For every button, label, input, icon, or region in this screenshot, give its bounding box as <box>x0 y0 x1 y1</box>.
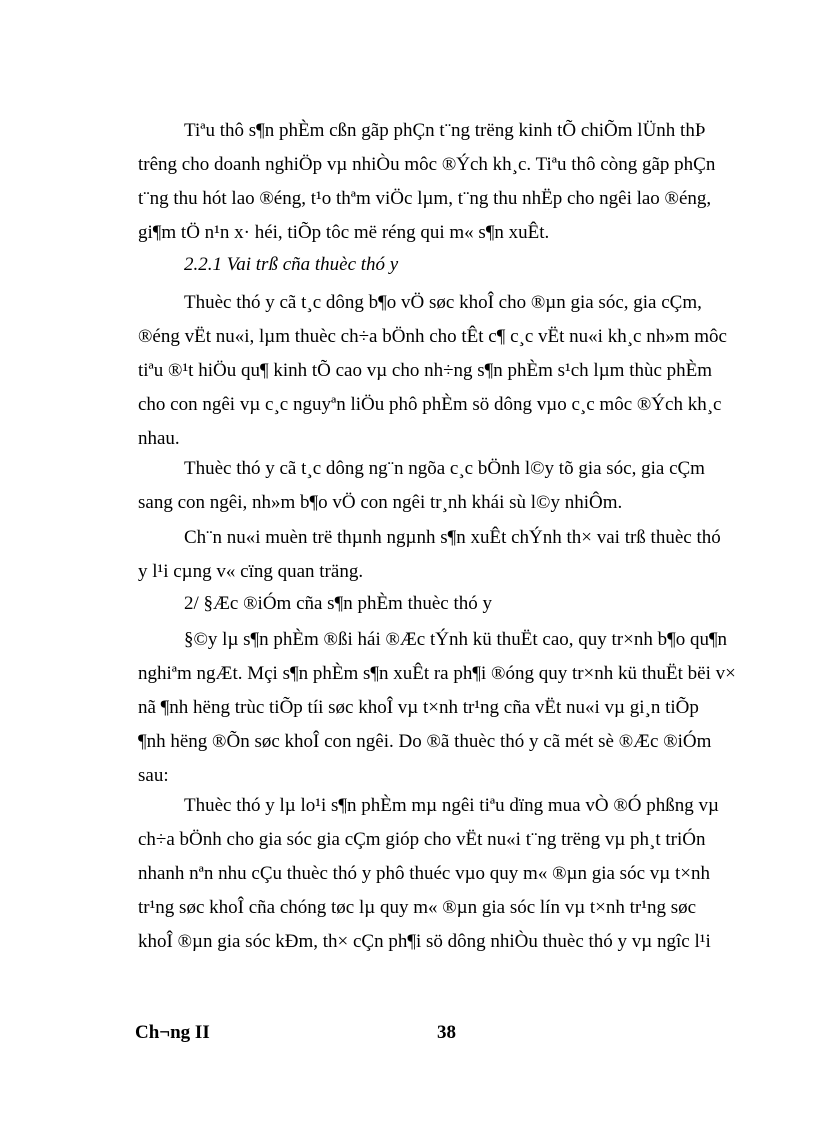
text-line: Thuèc thó y cã t¸c dông ng¨n ngõa c¸c bÖnh l©y tõ gia sóc, gia cÇm <box>184 458 705 479</box>
text-line: ch÷a bÖnh cho gia sóc gia cÇm gióp cho vËt nu«i t¨ng trëng vµ ph¸t triÓn <box>138 829 706 850</box>
text-line: ®éng vËt nu«i, lµm thuèc ch÷a bÖnh cho tÊt c¶ c¸c vËt nu«i kh¸c nh»m môc <box>138 326 727 347</box>
text-line: cho con ngêi vµ c¸c nguyªn liÖu phô phÈm sö dông vµo c¸c môc ®Ých kh¸c <box>138 394 722 415</box>
paragraph-intro <box>138 114 738 250</box>
text-line: nhanh nªn nhu cÇu thuèc thó y phô thuéc vµo quy m« ®µn gia sóc vµ t×nh <box>138 863 710 884</box>
text-line: §©y lµ s¶n phÈm ®ßi hái ®Æc tÝnh kü thuËt cao, quy tr×nh b¶o qu¶n <box>184 629 728 650</box>
paragraph-features-1 <box>138 623 738 793</box>
text-line: ¶nh hëng ®Õn søc khoÎ con ngêi. Do ®ã thuèc thó y cã mét sè ®Æc ®iÓm <box>138 731 712 752</box>
text-line: Ch¨n nu«i muèn trë thµnh ngµnh s¶n xuÊt chÝnh th× vai trß thuèc thó <box>184 527 721 548</box>
section-heading-role: 2.2.1 Vai trß cña thuèc thó y <box>184 254 399 275</box>
text-line: t¨ng thu hót lao ®éng, t¹o thªm viÖc lµm, t¨ng thu nhËp cho ngêi lao ®éng, <box>138 188 712 209</box>
paragraph-role-2 <box>138 452 738 520</box>
paragraph-role-1 <box>138 286 738 456</box>
text-line: trêng cho doanh nghiÖp vµ nhiÒu môc ®Ých kh¸c. Tiªu thô còng gãp phÇn <box>138 154 716 175</box>
text-line: sang con ngêi, nh»m b¶o vÖ con ngêi tr¸nh khái sù l©y nhiÔm. <box>138 492 623 513</box>
text-line: gi¶m tÖ n¹n x· héi, tiÕp tôc më réng qui m« s¶n xuÊt. <box>138 222 550 243</box>
text-line: Tiªu thô s¶n phÈm cßn gãp phÇn t¨ng trëng kinh tÕ chiÕm lÜnh thÞ <box>184 120 706 141</box>
text-line: sau: <box>138 765 169 786</box>
section-heading-features: 2/ §Æc ®iÓm cña s¶n phÈm thuèc thó y <box>184 593 492 614</box>
text-line: tiªu ®¹t hiÖu qu¶ kinh tÕ cao vµ cho nh÷ng s¶n phÈm s¹ch lµm thùc phÈm <box>138 360 713 381</box>
text-line: Thuèc thó y lµ lo¹i s¶n phÈm mµ ngêi tiªu dïng mua vÒ ®Ó phßng vµ <box>184 795 719 816</box>
text-line: tr¹ng søc khoÎ cña chóng tøc lµ quy m« ®µn gia sóc lín vµ t×nh tr¹ng søc <box>138 897 697 918</box>
text-line: Thuèc thó y cã t¸c dông b¶o vÖ søc khoÎ cho ®µn gia sóc, gia cÇm, <box>184 292 702 313</box>
paragraph-role-3 <box>138 521 738 589</box>
paragraph-features-2 <box>138 789 738 959</box>
footer-chapter: Ch¬ng II <box>135 1022 210 1043</box>
text-line: khoÎ ®µn gia sóc kÐm, th× cÇn ph¶i sö dông nhiÒu thuèc thó y vµ ngîc l¹i <box>138 931 711 952</box>
text-line: y l¹i cµng v« cïng quan träng. <box>138 561 364 582</box>
text-line: nghiªm ngÆt. Mçi s¶n phÈm s¶n xuÊt ra ph¶i ®óng quy tr×nh kü thuËt bëi v× <box>138 663 736 684</box>
text-line: nã ¶nh hëng trùc tiÕp tíi søc khoÎ vµ t×nh tr¹ng cña vËt nu«i vµ gi¸n tiÕp <box>138 697 699 718</box>
footer-page-number: 38 <box>437 1022 456 1043</box>
text-line: nhau. <box>138 428 180 449</box>
